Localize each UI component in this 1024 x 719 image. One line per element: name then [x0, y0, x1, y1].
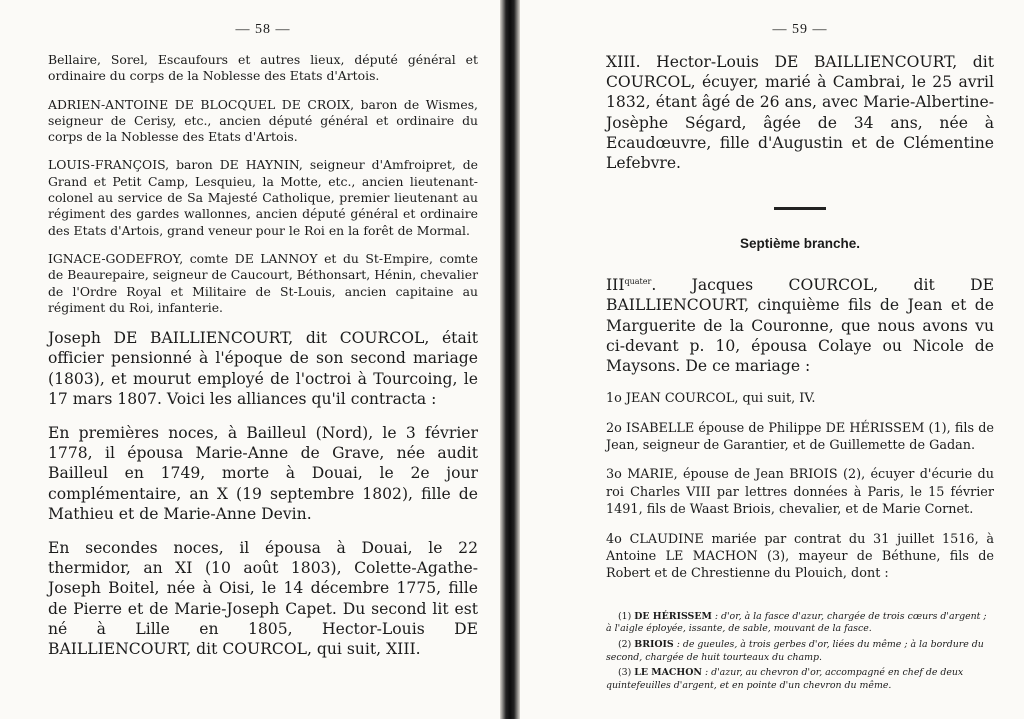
footnote-text: : de gueules, à trois gerbes d'or, liées du même ; à la bordure du second, chargée de huit tourteaux du champ. — [606, 639, 984, 663]
paragraph-louis-francois: LOUIS-FRANÇOIS, baron DE HAYNIN, seigneur d'Amfroipret, de Grand et Petit Camp, Lesquieu, la Motte, etc., ancien lieutenant-colonel au service de Sa Majesté Catholique, premier lieutenant au régiment des gardes wallonnes, ancien député général et ordinaire des Etats d'Artois, grand veneur pour le Roi en la forêt de Mormal. — [48, 157, 478, 238]
child-item-jean: 1o JEAN COURCOL, qui suit, IV. — [606, 391, 816, 407]
paragraph-bellaire: Bellaire, Sorel, Escaufours et autres lieux, député général et ordinaire du corps de la Noblesse des Etats d'Artois. — [48, 52, 478, 84]
footnote-number: (2) — [618, 639, 632, 651]
paragraph-jacques-courcol — [606, 275, 994, 376]
footnote-name: DE HÉRISSEM — [634, 610, 712, 622]
paragraph-adrien-antoine: ADRIEN-ANTOINE DE BLOCQUEL DE CROIX, baron de Wismes, seigneur de Cerisy, etc., ancien député général et ordinaire du corps de la Noblesse des Etats d'Artois. — [48, 96, 478, 145]
footnote-briois — [606, 639, 994, 664]
paragraph-secondes-noces: En secondes noces, il épousa à Douai, le 22 thermidor, an XI (10 août 1803), Colette-Agathe-Joseph Boitel, née à Oisi, le 14 décembre 1775, fille de Pierre et de Marie-Joseph Capet. Du second lit est né à Lille en 1805, Hector-Louis DE BAILLIENCOURT, dit COURCOL, qui suit, XIII. — [48, 538, 478, 658]
footnote-le-machon — [606, 667, 994, 692]
footnote-name: BRIOIS — [634, 639, 674, 651]
paragraph-ignace-godefroy: IGNACE-GODEFROY, comte DE LANNOY et du St-Empire, comte de Beaurepaire, seigneur de Caucourt, Béthonsart, Hénin, chevalier de l'Ordre Royal et Militaire de St-Louis, ancien capitaine au régiment du Roi, infanterie. — [48, 250, 478, 315]
section-divider — [774, 207, 826, 210]
right-page — [520, 0, 1024, 719]
branch-superscript: quater — [624, 277, 652, 287]
child-item-marie: 3o MARIE, épouse de Jean BRIOIS (2), écuyer d'écurie du roi Charles VIII par lettres données à Paris, le 15 février 1491, fils de Waast Briois, chevalier, et de Marie Cornet. — [606, 467, 994, 518]
paragraph-premieres-noces: En premières noces, à Bailleul (Nord), le 3 février 1778, il épousa Marie-Anne de Grave, née audit Bailleul en 1749, morte à Douai, le 2e jour complémentaire, an X (19 septembre 1802), fille de Mathieu et de Marie-Anne Devin. — [48, 423, 478, 523]
book-gutter — [500, 0, 520, 719]
footnote-text: : d'azur, au chevron d'or, accompagné en chef de deux quintefeuilles d'argent, et en pointe d'un chevron du même. — [606, 667, 964, 691]
footnotes — [606, 611, 994, 693]
footnote-text: : d'or, à la fasce d'azur, chargée de trois cœurs d'argent ; à l'aigle éployée, issante, de sable, mouvant de la fasce. — [606, 610, 987, 635]
child-item-isabelle: 2o ISABELLE épouse de Philippe DE HÉRISSEM (1), fils de Jean, seigneur de Garantier, et de Guillemette de Gadan. — [606, 420, 994, 454]
branch-text: . Jacques COURCOL, dit DE BAILLIENCOURT, cinquième fils de Jean et de Marguerite de la Couronne, que nous avons vu ci-devant p. 10, épousa Colaye ou Nicole de Maysons. De ce mariage : — [606, 276, 994, 376]
page-number-right: — 59 — — [772, 22, 828, 37]
branch-numeral: III — [606, 276, 625, 295]
child-item-claudine: 4o CLAUDINE mariée par contrat du 31 juillet 1516, à Antoine LE MACHON (3), mayeur de Béthune, fils de Robert et de Chrestienne du Plouich, dont : — [606, 531, 994, 582]
footnote-herissem — [606, 611, 994, 636]
footnote-number: (3) — [618, 667, 632, 679]
left-page — [0, 0, 500, 719]
section-heading: Septième branche. — [739, 236, 861, 252]
paragraph-hector-louis: XIII. Hector-Louis DE BAILLIENCOURT, dit COURCOL, écuyer, marié à Cambrai, le 25 avril 1832, étant âgé de 26 ans, avec Marie-Albertine-Josèphe Ségard, âgée de 34 ans, née à Ecaudœuvre, fille d'Augustin et de Clémentine Lefebvre. — [606, 53, 994, 173]
paragraph-joseph: Joseph DE BAILLIENCOURT, dit COURCOL, était officier pensionné à l'époque de son second mariage (1803), et mourut employé de l'octroi à Tourcoing, le 17 mars 1807. Voici les alliances qu'il contracta : — [48, 329, 478, 408]
footnote-number: (1) — [618, 610, 632, 622]
footnote-name: LE MACHON — [634, 667, 702, 679]
page-number-left: — 58 — — [235, 22, 291, 37]
